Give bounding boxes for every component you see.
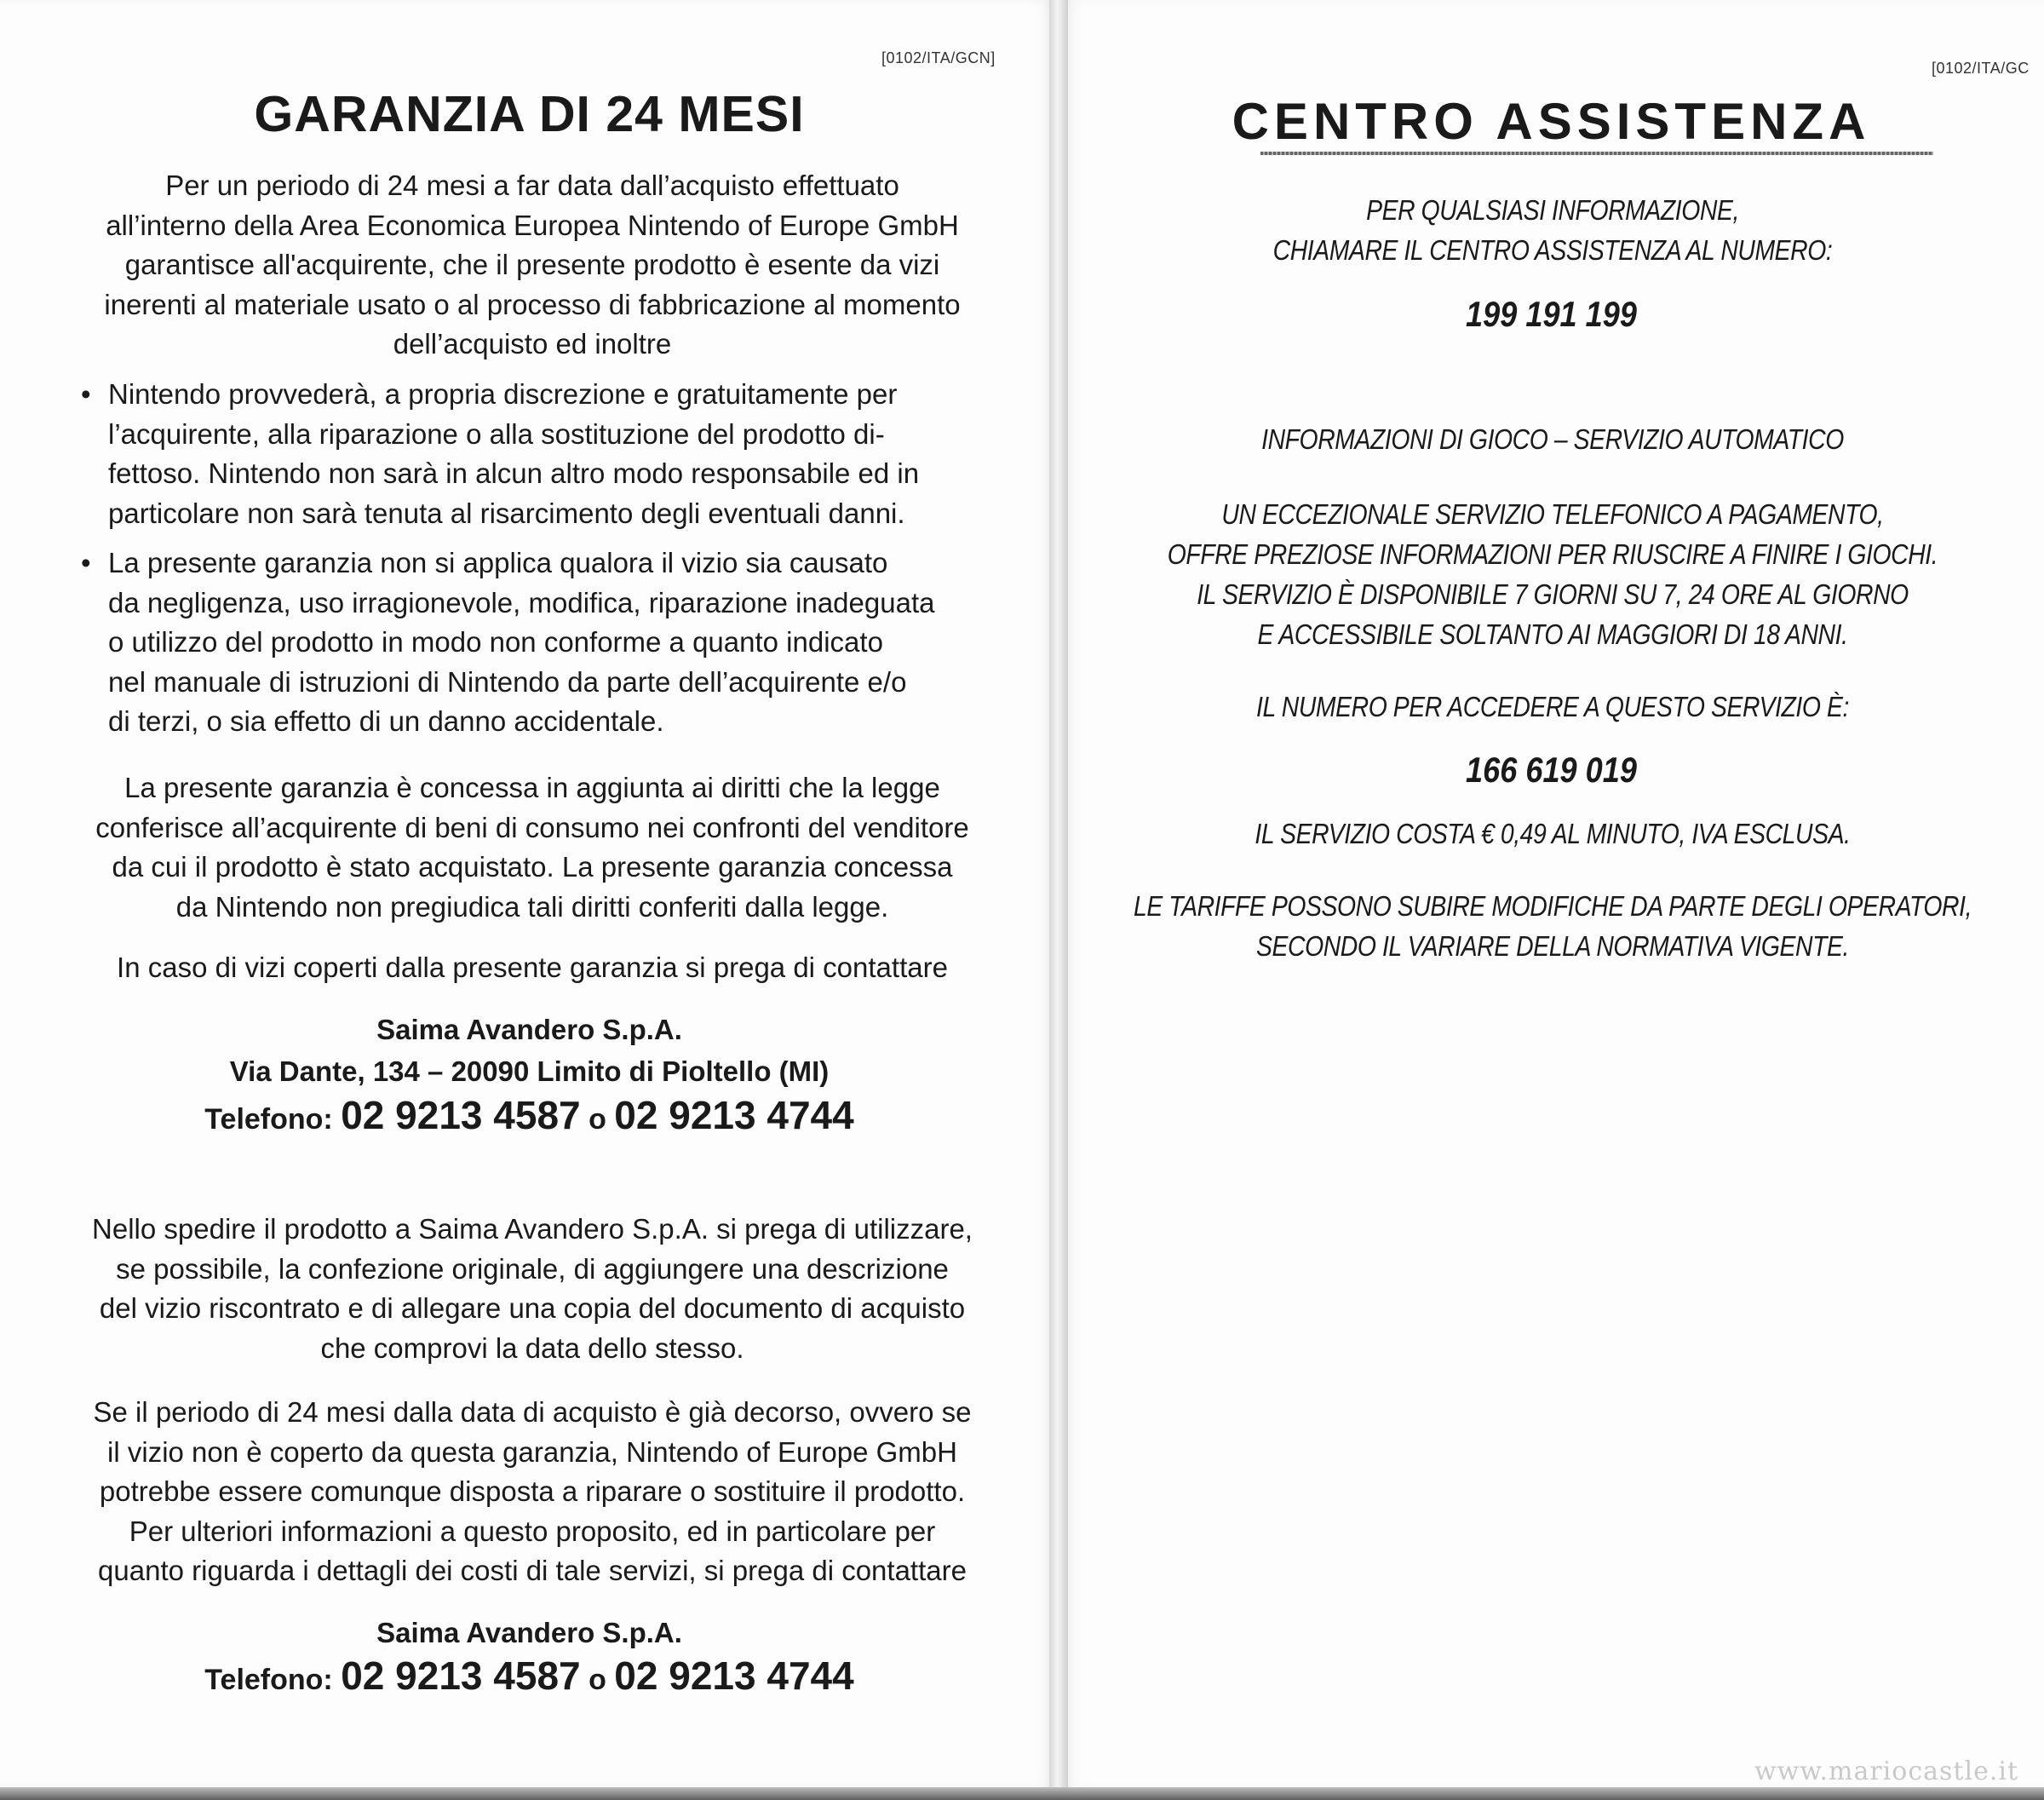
list-item: • La presente garanzia non si applica qualora il vizio sia causato da negligenza, uso irragionevole, modifica, riparazione inadeguata o utilizzo del prodotto in modo non conforme a quanto indicato nel manuale di istruzioni di Nintendo da parte dell’acquirente e/o di terzi, o sia effetto di un danno accidentale. bbox=[81, 543, 1009, 742]
bullet-icon: • bbox=[81, 378, 91, 410]
game-info-heading: INFORMAZIONI DI GIOCO – SERVIZIO AUTOMATICO bbox=[1261, 423, 1844, 455]
street-address: Via Dante, 134 – 20090 Limito di Pioltello (MI) bbox=[229, 1055, 830, 1087]
list-item: • Nintendo provvederà, a propria discrezione e gratuitamente per l’acquirente, alla riparazione o alla sostituzione del prodotto di- fettoso. Nintendo non sarà in alcun altro modo responsabile ed in particolare non sarà tenuta al risarcimento degli eventuali danni. bbox=[81, 375, 1009, 533]
rights-paragraph: La presente garanzia è concessa in aggiunta ai diritti che la legge conferisce all’acquirente di beni di consumo nei confronti del venditore da cui il prodotto è stato acquistato. La presente garanzia concessa da Nintendo non pregiudica tali diritti conferiti dalla legge. bbox=[95, 772, 969, 923]
document-code: [0102/ITA/GCN] bbox=[881, 49, 996, 66]
info-line-1: PER QUALSIASI INFORMAZIONE, bbox=[1366, 194, 1739, 226]
warranty-intro: Per un periodo di 24 mesi a far data dall’acquisto effettuato all’interno della Area Economica Europea Nintendo of Europe GmbH garantisce all'acquirente, che il presente prodotto è esente da vizi inerenti al materiale usato o al processo di fabbricazione al momento dell’acquisto ed inoltre bbox=[104, 170, 961, 359]
cost-line: IL SERVIZIO COSTA € 0,49 AL MINUTO, IVA ESCLUSA. bbox=[1255, 818, 1851, 849]
company-address bbox=[0, 1009, 1059, 1092]
contact-intro: In caso di vizi coperti dalla presente garanzia si prega di contattare bbox=[117, 952, 948, 983]
service-description: UN ECCEZIONALE SERVIZIO TELEFONICO A PAGAMENTO, OFFRE PREZIOSE INFORMAZIONI PER RIUSCIRE A FINIRE I GIOCHI. IL SERVIZIO È DISPONIBILE 7 GIORNI SU 7, 24 ORE AL GIORNO E ACCESSIBILE SOLTANTO AI MAGGIORI DI 18 ANNI. bbox=[1167, 498, 1938, 650]
book-spine bbox=[1049, 0, 1068, 1800]
shipping-paragraph: Nello spedire il prodotto a Saima Avandero S.p.A. si prega di utilizzare, se possibile, la confezione originale, di aggiungere una descrizione del vizio riscontrato e di allegare una copia del documento di acquisto che comprovi la data dello stesso. bbox=[92, 1213, 973, 1364]
company-name: Saima Avandero S.p.A. bbox=[376, 1014, 682, 1045]
phone-number: 02 9213 4587 bbox=[341, 1093, 581, 1137]
phone-numbers-2: Telefono: 02 9213 4587 o 02 9213 4744 bbox=[204, 1653, 854, 1698]
expired-warranty-paragraph: Se il periodo di 24 mesi dalla data di acquisto è già decorso, ovvero se il vizio non è coperto da questa garanzia, Nintendo of Europe GmbH potrebbe essere comunque disposta a riparare o sostituire il prodotto. Per ulteriori informazioni a questo proposito, ed in particolare per quanto riguarda i dettagli dei costi di tale servizi, si prega di contattare bbox=[93, 1396, 972, 1586]
phone-number: 02 9213 4744 bbox=[614, 1093, 854, 1137]
warranty-bullets bbox=[81, 375, 1009, 752]
page-bottom-edge bbox=[0, 1787, 2044, 1800]
watermark: www.mariocastle.it bbox=[1754, 1757, 2019, 1786]
access-line: IL NUMERO PER ACCEDERE A QUESTO SERVIZIO È: bbox=[1256, 691, 1849, 722]
page-title-right: CENTRO ASSISTENZA bbox=[1232, 93, 1871, 150]
tariff-notice: LE TARIFFE POSSONO SUBIRE MODIFICHE DA PARTE DEGLI OPERATORI, SECONDO IL VARIARE DELLA NORMATIVA VIGENTE. bbox=[1133, 890, 1972, 962]
phone-numbers: Telefono: 02 9213 4587 o 02 9213 4744 bbox=[204, 1093, 854, 1137]
bullet-icon: • bbox=[81, 547, 91, 578]
document-code-right: [0102/ITA/GC bbox=[1932, 60, 2030, 77]
company-name-2: Saima Avandero S.p.A. bbox=[376, 1617, 682, 1648]
assistance-number: 199 191 199 bbox=[1466, 294, 1637, 334]
title-underline bbox=[1260, 152, 1933, 155]
phone-number: 02 9213 4744 bbox=[614, 1653, 854, 1698]
info-line-2: CHIAMARE IL CENTRO ASSISTENZA AL NUMERO: bbox=[1272, 234, 1833, 266]
page-title: GARANZIA DI 24 MESI bbox=[254, 86, 805, 142]
service-number: 166 619 019 bbox=[1466, 750, 1637, 790]
phone-number: 02 9213 4587 bbox=[341, 1653, 581, 1698]
